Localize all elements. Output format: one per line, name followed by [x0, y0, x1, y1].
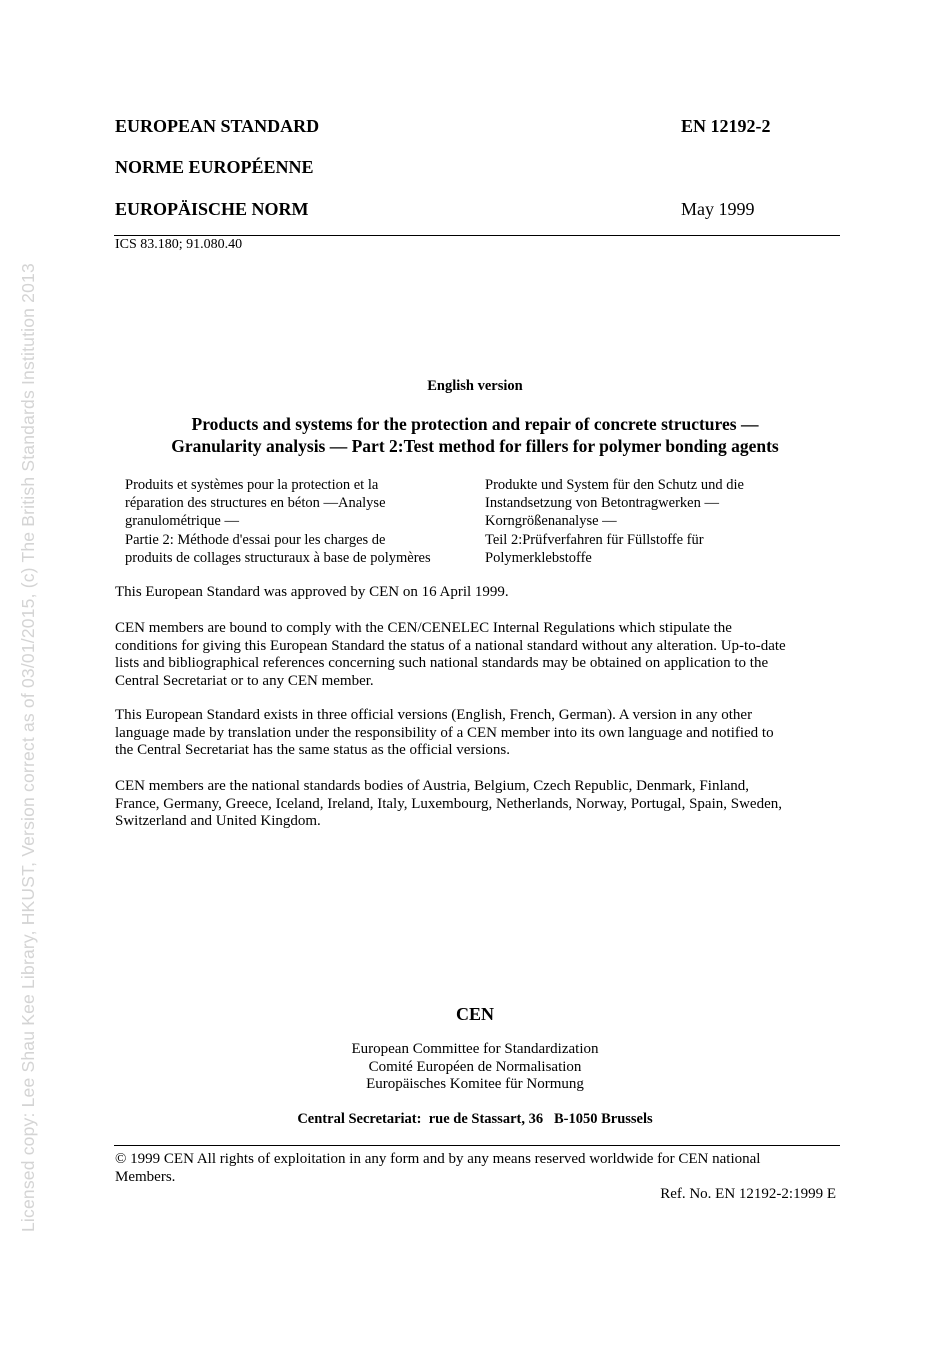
french-title-line: granulométrique —: [125, 513, 239, 530]
compliance-paragraph: [115, 620, 786, 690]
header-divider: [114, 235, 840, 236]
standard-number: EN 12192-2: [681, 116, 771, 136]
cen-acronym: CEN: [455, 1004, 494, 1024]
french-title-line: produits de collages structuraux à base de polymères: [125, 549, 431, 566]
paragraph-line: CEN members are the national standards bodies of Austria, Belgium, Czech Republic, Denmark, Finland,: [115, 778, 750, 794]
version-label: English version: [427, 378, 523, 394]
german-title-line: Teil 2:Prüfverfahren für Füllstoffe für: [485, 531, 704, 548]
cen-name-german: Europäisches Komitee für Normung: [366, 1076, 584, 1092]
title-german: EUROPÄISCHE NORM: [115, 199, 309, 219]
copyright-notice: [115, 1151, 760, 1186]
german-title-line: Produkte und System für den Schutz und die: [485, 477, 744, 493]
french-title: [125, 476, 475, 567]
copyright-line: © 1999 CEN All rights of exploitation in any form and by any means reserved worldwide for CEN national: [115, 1151, 761, 1167]
german-title-line: Korngrößenanalyse —: [485, 513, 617, 530]
approval-paragraph: This European Standard was approved by CEN on 16 April 1999.: [115, 584, 509, 600]
cen-names: [0, 1041, 950, 1094]
german-title-line: Instandsetzung von Betontragwerken —: [485, 495, 719, 512]
paragraph-line: the Central Secretariat has the same status as the official versions.: [115, 742, 511, 758]
main-title-line-2: Granularity analysis — Part 2:Test method for fillers for polymer bonding agents: [171, 436, 779, 456]
french-title-line: Partie 2: Méthode d'essai pour les charges de: [125, 531, 386, 548]
paragraph-line: France, Germany, Greece, Iceland, Ireland, Italy, Luxembourg, Netherlands, Norway, Portugal, Spain, Sweden,: [115, 795, 782, 812]
cen-name-english: European Committee for Standardization: [351, 1041, 599, 1057]
paragraph-line: Central Secretariat or to any CEN member.: [115, 672, 374, 689]
central-secretariat: Central Secretariat: rue de Stassart, 36 B-1050 Brussels: [297, 1111, 653, 1127]
paragraph-line: Switzerland and United Kingdom.: [115, 813, 321, 829]
members-paragraph: [115, 778, 782, 831]
publication-date: May 1999: [681, 199, 755, 219]
french-title-line: Produits et systèmes pour la protection et la: [125, 477, 379, 493]
paragraph-line: lists and bibliographical references concerning such national standards may be obtained on application to the: [115, 655, 769, 671]
paragraph-line: CEN members are bound to comply with the CEN/CENELEC Internal Regulations which stipulate the: [115, 620, 732, 636]
paragraph-line: This European Standard exists in three official versions (English, French, German). A version in any other: [115, 707, 753, 723]
ics-code: ICS 83.180; 91.080.40: [115, 237, 243, 252]
paragraph-line: language made by translation under the responsibility of a CEN member into its own language and notified to: [115, 724, 774, 741]
cen-name-french: Comité Européen de Normalisation: [368, 1058, 582, 1075]
main-title: [0, 413, 950, 457]
title-english: EUROPEAN STANDARD: [115, 116, 320, 136]
main-title-line-1: Products and systems for the protection and repair of concrete structures —: [191, 414, 759, 434]
title-french: NORME EUROPÉENNE: [115, 157, 314, 177]
french-title-line: réparation des structures en béton —Analyse: [125, 495, 386, 512]
german-title-line: Polymerklebstoffe: [485, 549, 592, 566]
reference-number: Ref. No. EN 12192-2:1999 E: [660, 1186, 836, 1202]
copyright-line: Members.: [115, 1168, 176, 1185]
paragraph-line: conditions for giving this European Standard the status of a national standard without any alteration. Up-to-date: [115, 637, 786, 654]
german-title: [485, 476, 835, 567]
license-watermark: Licensed copy: Lee Shau Kee Library, HKUST, Version correct as of 03/01/2015, (c) The British Standards Institution 2013: [18, 263, 38, 1232]
footer-divider: [114, 1145, 840, 1146]
versions-paragraph: [115, 707, 774, 760]
